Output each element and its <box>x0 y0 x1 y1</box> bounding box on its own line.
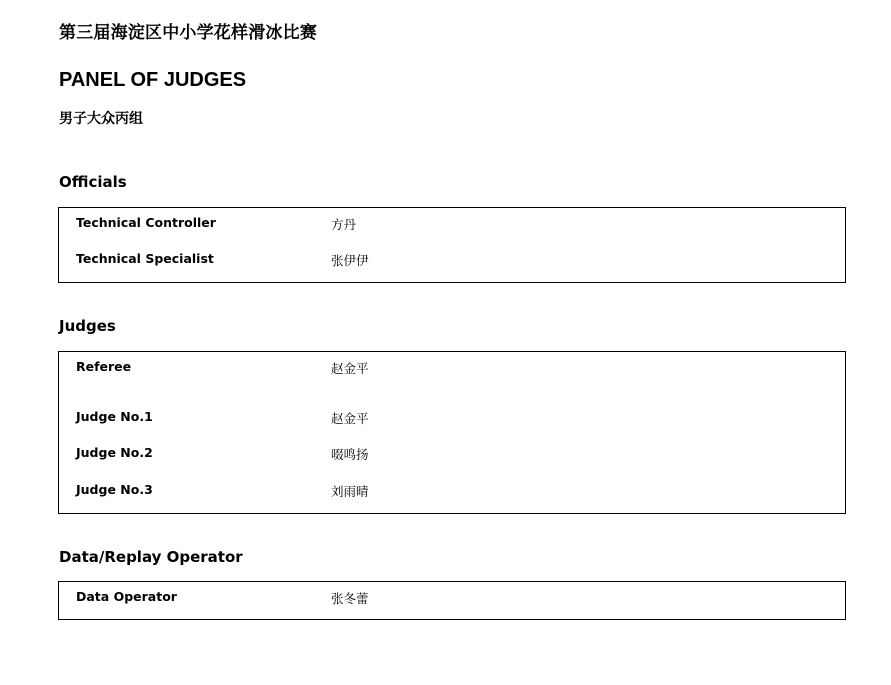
section-heading-data-replay-operator: Data/Replay Operator <box>59 548 243 566</box>
officials-box <box>58 207 846 283</box>
event-title: 第三届海淀区中小学花样滑冰比赛 <box>59 23 317 43</box>
table-row <box>59 409 845 427</box>
role-label: Judge No.2 <box>76 445 153 460</box>
table-row <box>59 445 845 463</box>
table-row <box>59 589 845 607</box>
panel-title: PANEL OF JUDGES <box>59 69 247 91</box>
data-operator-box <box>58 581 846 620</box>
role-label: Judge No.1 <box>76 409 153 424</box>
role-label: Judge No.3 <box>76 482 153 497</box>
section-heading-judges: Judges <box>59 317 116 335</box>
person-name: 赵金平 <box>331 361 369 376</box>
section-heading-officials: Officials <box>59 173 127 191</box>
table-row <box>59 482 845 500</box>
person-name: 方丹 <box>331 217 357 232</box>
role-label: Referee <box>76 359 132 374</box>
role-label: Technical Controller <box>76 215 216 230</box>
table-row <box>59 251 845 269</box>
person-name: 刘雨晴 <box>331 484 369 499</box>
category-label: 男子大众丙组 <box>59 111 143 127</box>
role-label: Technical Specialist <box>76 251 214 266</box>
judges-box <box>58 351 846 514</box>
role-label: Data Operator <box>76 589 177 604</box>
person-name: 张伊伊 <box>331 253 369 268</box>
person-name: 赵金平 <box>331 411 369 426</box>
table-row <box>59 215 845 233</box>
table-row <box>59 359 845 377</box>
person-name: 张冬蕾 <box>331 591 369 606</box>
person-name: 啜鸣扬 <box>331 447 369 462</box>
